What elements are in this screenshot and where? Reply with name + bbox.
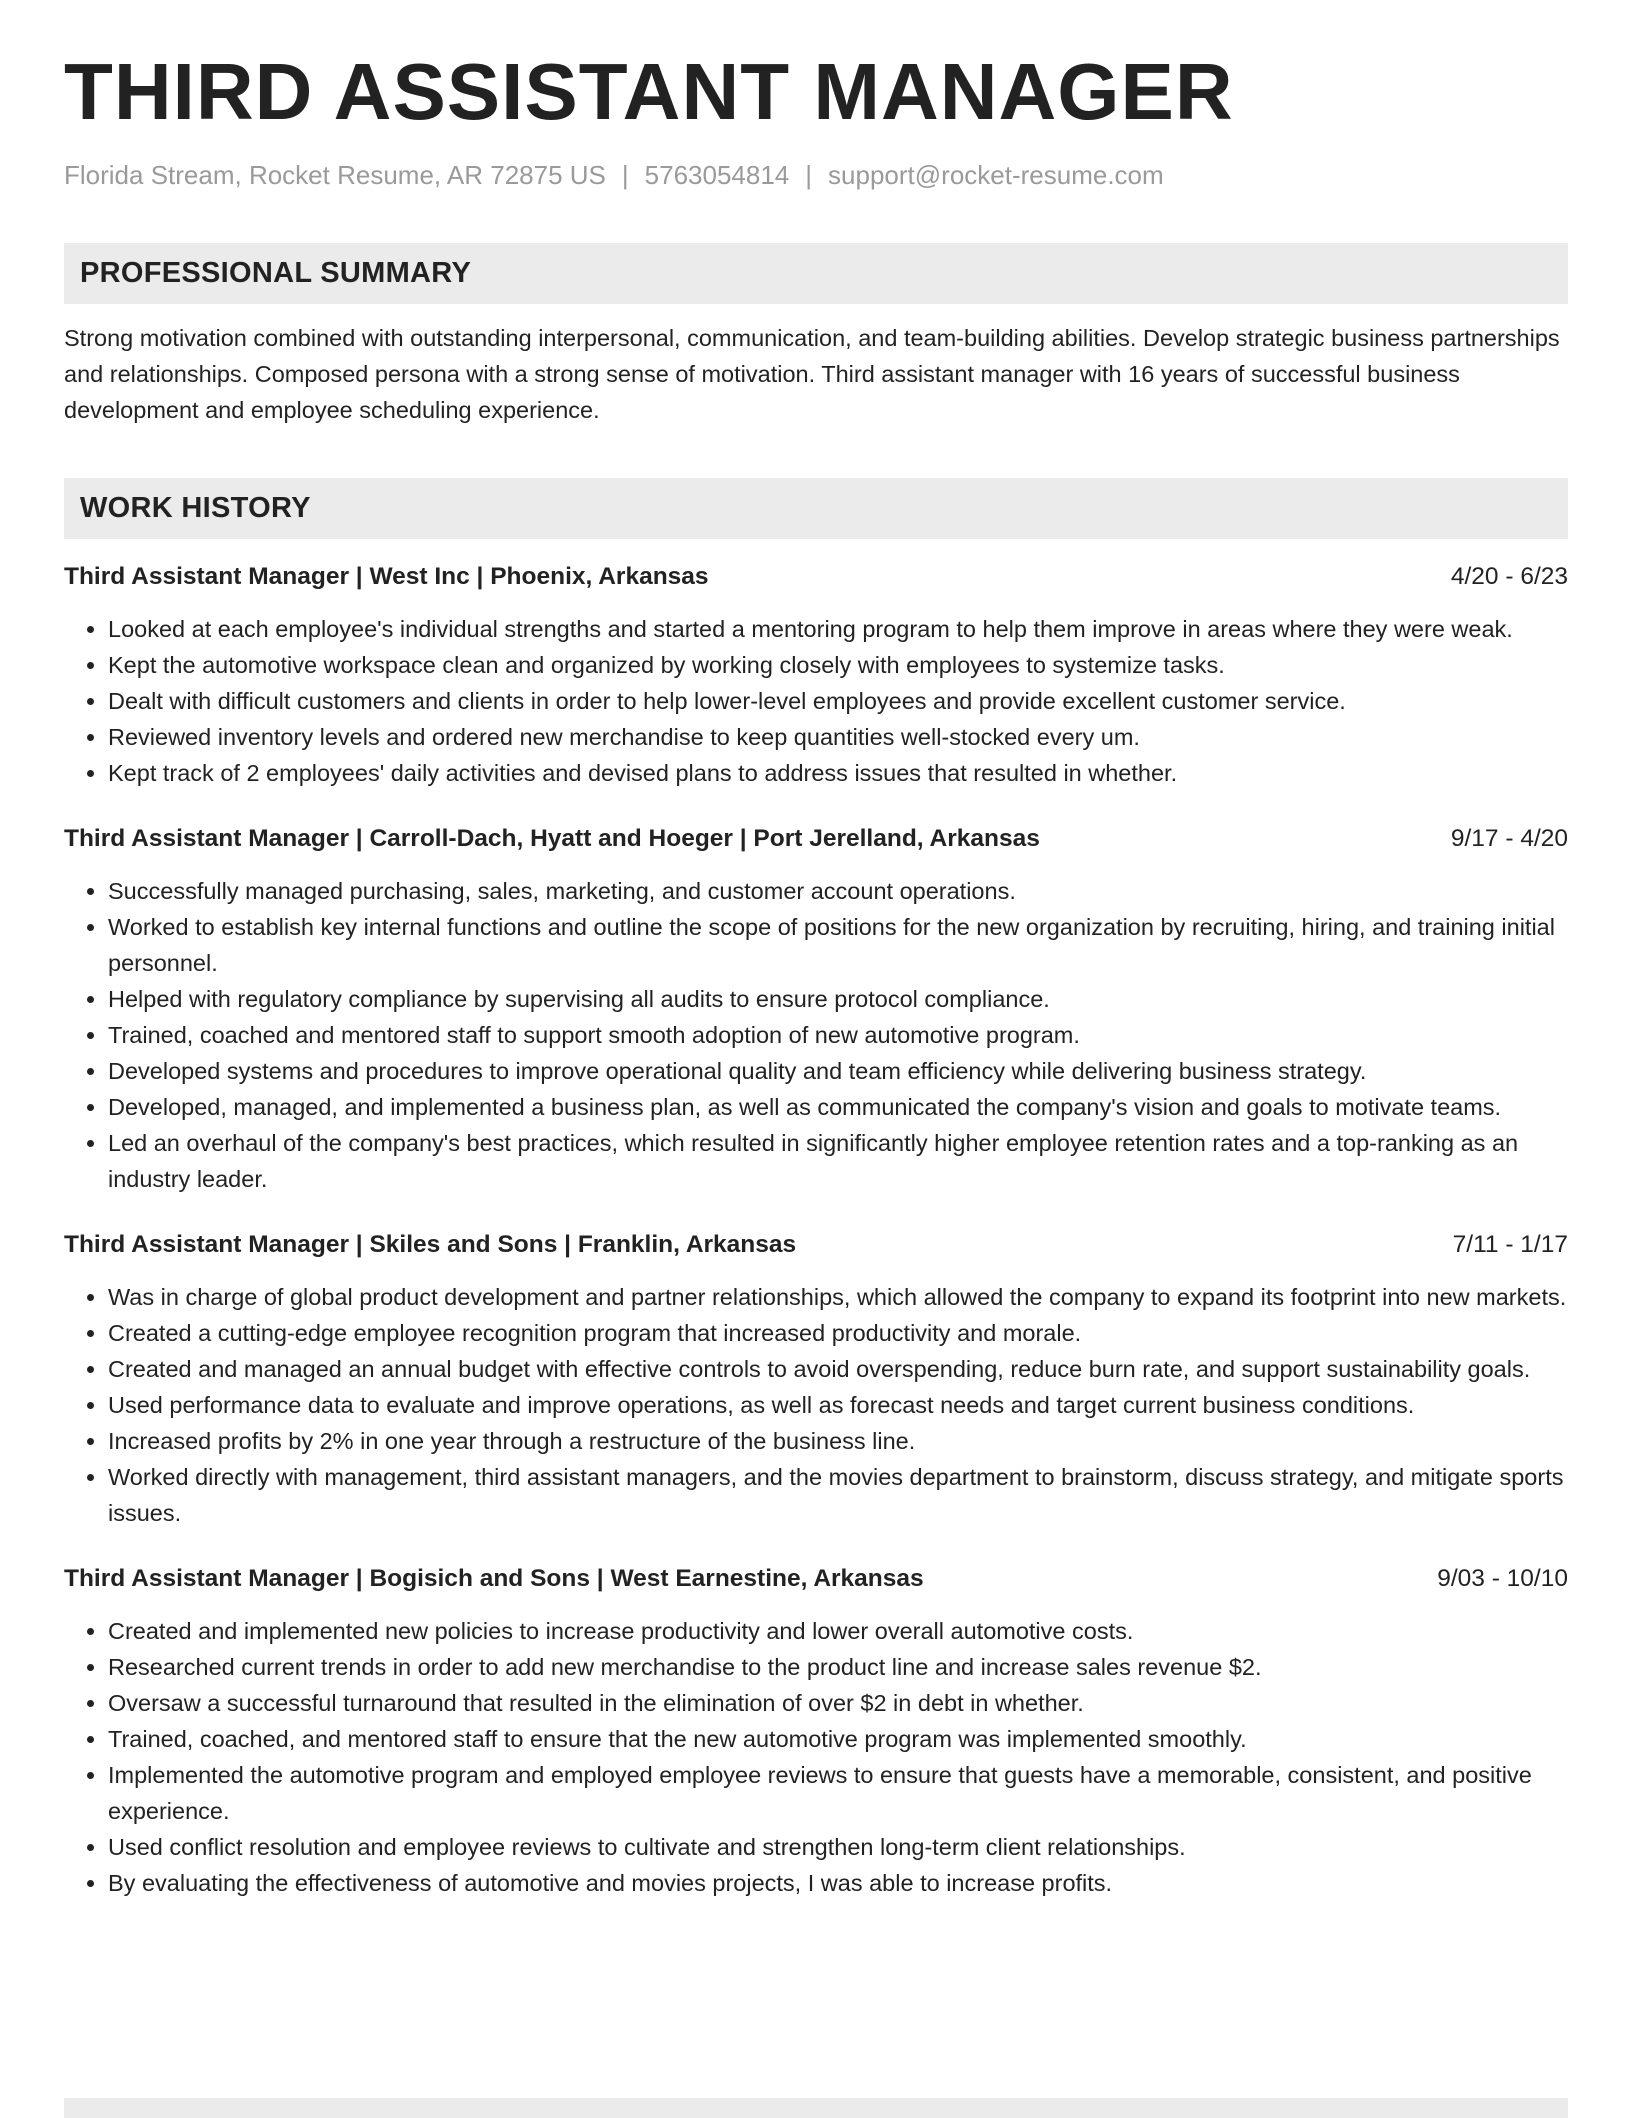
contact-email: support@rocket-resume.com xyxy=(828,160,1164,190)
job-bullet: • Looked at each employee's individual strengths and started a mentoring program to help them improve in areas where they were weak. xyxy=(108,611,1568,647)
job-dates: 7/11 - 1/17 xyxy=(1452,1231,1568,1258)
job-title: Third Assistant Manager | Carroll-Dach, Hyatt and Hoeger | Port Jerelland, Arkansas xyxy=(64,825,1040,852)
job-bullet: • Helped with regulatory compliance by supervising all audits to ensure protocol compliance. xyxy=(108,981,1568,1017)
job-bullet: • Developed systems and procedures to improve operational quality and team efficiency while delivering business strategy. xyxy=(108,1053,1568,1089)
job-title: Third Assistant Manager | West Inc | Phoenix, Arkansas xyxy=(64,563,709,590)
job-bullet: • Worked to establish key internal functions and outline the scope of positions for the new organization by recruiting, hiring, and training initial personnel. xyxy=(108,909,1568,981)
job-bullet: • Worked directly with management, third assistant managers, and the movies department to brainstorm, discuss strategy, and mitigate sports issues. xyxy=(108,1459,1568,1531)
contact-separator: | xyxy=(621,160,629,190)
job-bullet: • Kept track of 2 employees' daily activities and devised plans to address issues that resulted in whether. xyxy=(108,755,1568,791)
job-dates: 9/03 - 10/10 xyxy=(1437,1565,1568,1592)
job-bullet: • Dealt with difficult customers and clients in order to help lower-level employees and provide excellent customer service. xyxy=(108,683,1568,719)
job-bullet: • Oversaw a successful turnaround that resulted in the elimination of over $2 in debt in whether. xyxy=(108,1685,1568,1721)
next-section-header xyxy=(64,2098,1568,2118)
work-history-section-header: WORK HISTORY xyxy=(64,478,1568,539)
job-bullet: • Trained, coached, and mentored staff to ensure that the new automotive program was implemented smoothly. xyxy=(108,1721,1568,1757)
job-header xyxy=(64,821,1568,857)
job-bullet: • Was in charge of global product development and partner relationships, which allowed the company to expand its footprint into new markets. xyxy=(108,1279,1568,1315)
job-entry xyxy=(64,821,1568,1197)
job-title: Third Assistant Manager | Skiles and Sons | Franklin, Arkansas xyxy=(64,1231,797,1258)
summary-section-header: PROFESSIONAL SUMMARY xyxy=(64,243,1568,304)
job-bullet: • Used performance data to evaluate and improve operations, as well as forecast needs and target current business conditions. xyxy=(108,1387,1568,1423)
job-bullets xyxy=(64,873,1568,1197)
job-header xyxy=(64,1227,1568,1263)
job-bullet: • Used conflict resolution and employee reviews to cultivate and strengthen long-term client relationships. xyxy=(108,1829,1568,1865)
job-title: Third Assistant Manager | Bogisich and Sons | West Earnestine, Arkansas xyxy=(64,1565,924,1592)
job-bullet: • Created and implemented new policies to increase productivity and lower overall automotive costs. xyxy=(108,1613,1568,1649)
job-bullet: • Implemented the automotive program and employed employee reviews to ensure that guests have a memorable, consistent, and positive experience. xyxy=(108,1757,1568,1829)
job-header xyxy=(64,559,1568,595)
contact-phone: 5763054814 xyxy=(644,160,790,190)
job-dates: 4/20 - 6/23 xyxy=(1450,563,1568,590)
job-bullet: • Researched current trends in order to add new merchandise to the product line and increase sales revenue $2. xyxy=(108,1649,1568,1685)
contact-line xyxy=(64,160,1568,191)
summary-text: Strong motivation combined with outstanding interpersonal, communication, and team-building abilities. Develop strategic business partnerships and relationships. Composed persona with a strong sense of motivation. Third assistant manager with 16 years of successful business development and employee scheduling experience. xyxy=(64,325,1560,423)
contact-separator: | xyxy=(805,160,813,190)
work-history-list xyxy=(64,559,1568,1901)
job-bullet: • Created and managed an annual budget with effective controls to avoid overspending, reduce burn rate, and support sustainability goals. xyxy=(108,1351,1568,1387)
job-bullet: • Successfully managed purchasing, sales, marketing, and customer account operations. xyxy=(108,873,1568,909)
job-dates: 9/17 - 4/20 xyxy=(1450,825,1568,852)
job-bullet: • By evaluating the effectiveness of automotive and movies projects, I was able to increase profits. xyxy=(108,1865,1568,1901)
job-entry xyxy=(64,559,1568,791)
job-bullet: • Led an overhaul of the company's best practices, which resulted in significantly higher employee retention rates and a top-ranking as an industry leader. xyxy=(108,1125,1568,1197)
job-entry xyxy=(64,1227,1568,1531)
job-bullet: • Created a cutting-edge employee recognition program that increased productivity and morale. xyxy=(108,1315,1568,1351)
job-entry xyxy=(64,1561,1568,1901)
job-header xyxy=(64,1561,1568,1597)
job-bullet: • Kept the automotive workspace clean and organized by working closely with employees to systemize tasks. xyxy=(108,647,1568,683)
job-bullets xyxy=(64,611,1568,791)
resume-name-heading: THIRD ASSISTANT MANAGER xyxy=(64,47,1234,136)
job-bullet: • Developed, managed, and implemented a business plan, as well as communicated the company's vision and goals to motivate teams. xyxy=(108,1089,1568,1125)
job-bullet: • Reviewed inventory levels and ordered new merchandise to keep quantities well-stocked every um. xyxy=(108,719,1568,755)
job-bullet: • Trained, coached and mentored staff to support smooth adoption of new automotive program. xyxy=(108,1017,1568,1053)
job-bullet: • Increased profits by 2% in one year through a restructure of the business line. xyxy=(108,1423,1568,1459)
job-bullets xyxy=(64,1613,1568,1901)
contact-address: Florida Stream, Rocket Resume, AR 72875 US xyxy=(64,160,606,190)
job-bullets xyxy=(64,1279,1568,1531)
